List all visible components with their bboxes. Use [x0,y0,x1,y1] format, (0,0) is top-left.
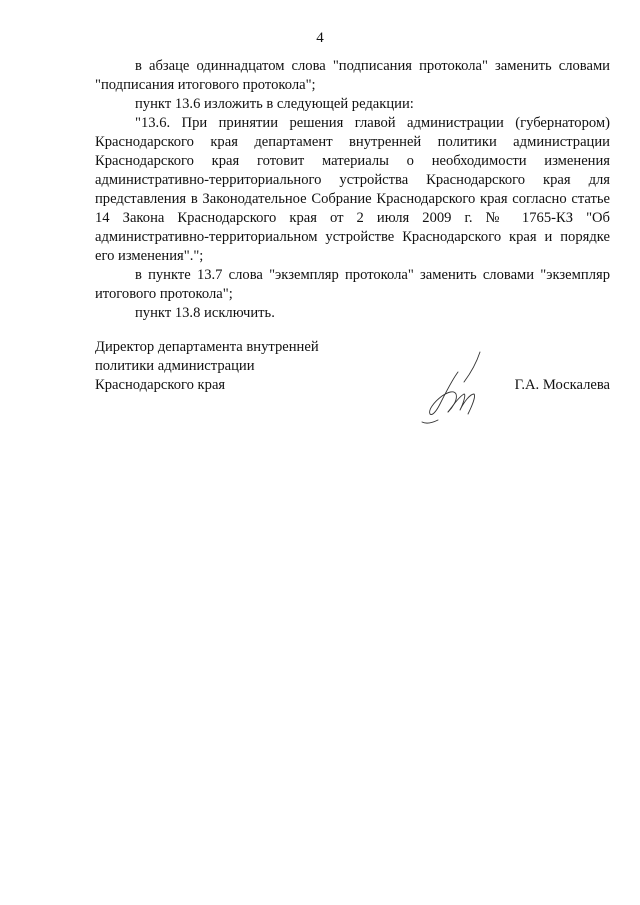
paragraph-punkt-13-7: в пункте 13.7 слова "экземпляр протокола" заменить словами "экземпляр итогового протокола"; [95,267,610,302]
signer-position-line: политики администрации [95,358,255,374]
handwritten-signature [418,350,498,430]
paragraph-punkt-13-6-intro: пункт 13.6 изложить в следующей редакции: [135,96,414,112]
signer-position-line: Директор департамента внутренней [95,339,319,355]
paragraph-punkt-13-6-text: "13.6. При принятии решения главой администрации (губернатором) Краснодарского края департамент внутренней политики администрации Краснодарского края готовит материалы о необходимости изменения административно-территориального устройства Краснодарского края для представления в Законодательное Собрание Краснодарского края согласно статье 14 Закона Краснодарского края от 2 июля 2009 г. № 1765-КЗ "Об административно-территориальном устройстве Краснодарского края и порядке его изменения"."; [95,115,610,264]
paragraph-punkt-13-8: пункт 13.8 исключить. [135,305,275,321]
signer-position-line: Краснодарского края [95,377,226,393]
document-body [95,57,610,323]
page-number: 4 [316,30,324,46]
signer-position [95,338,319,395]
paragraph-abzats-11: в абзаце одиннадцатом слова "подписания протокола" заменить словами "подписания итогового протокола"; [95,58,610,93]
signer-name: Г.А. Москалева [514,377,610,393]
